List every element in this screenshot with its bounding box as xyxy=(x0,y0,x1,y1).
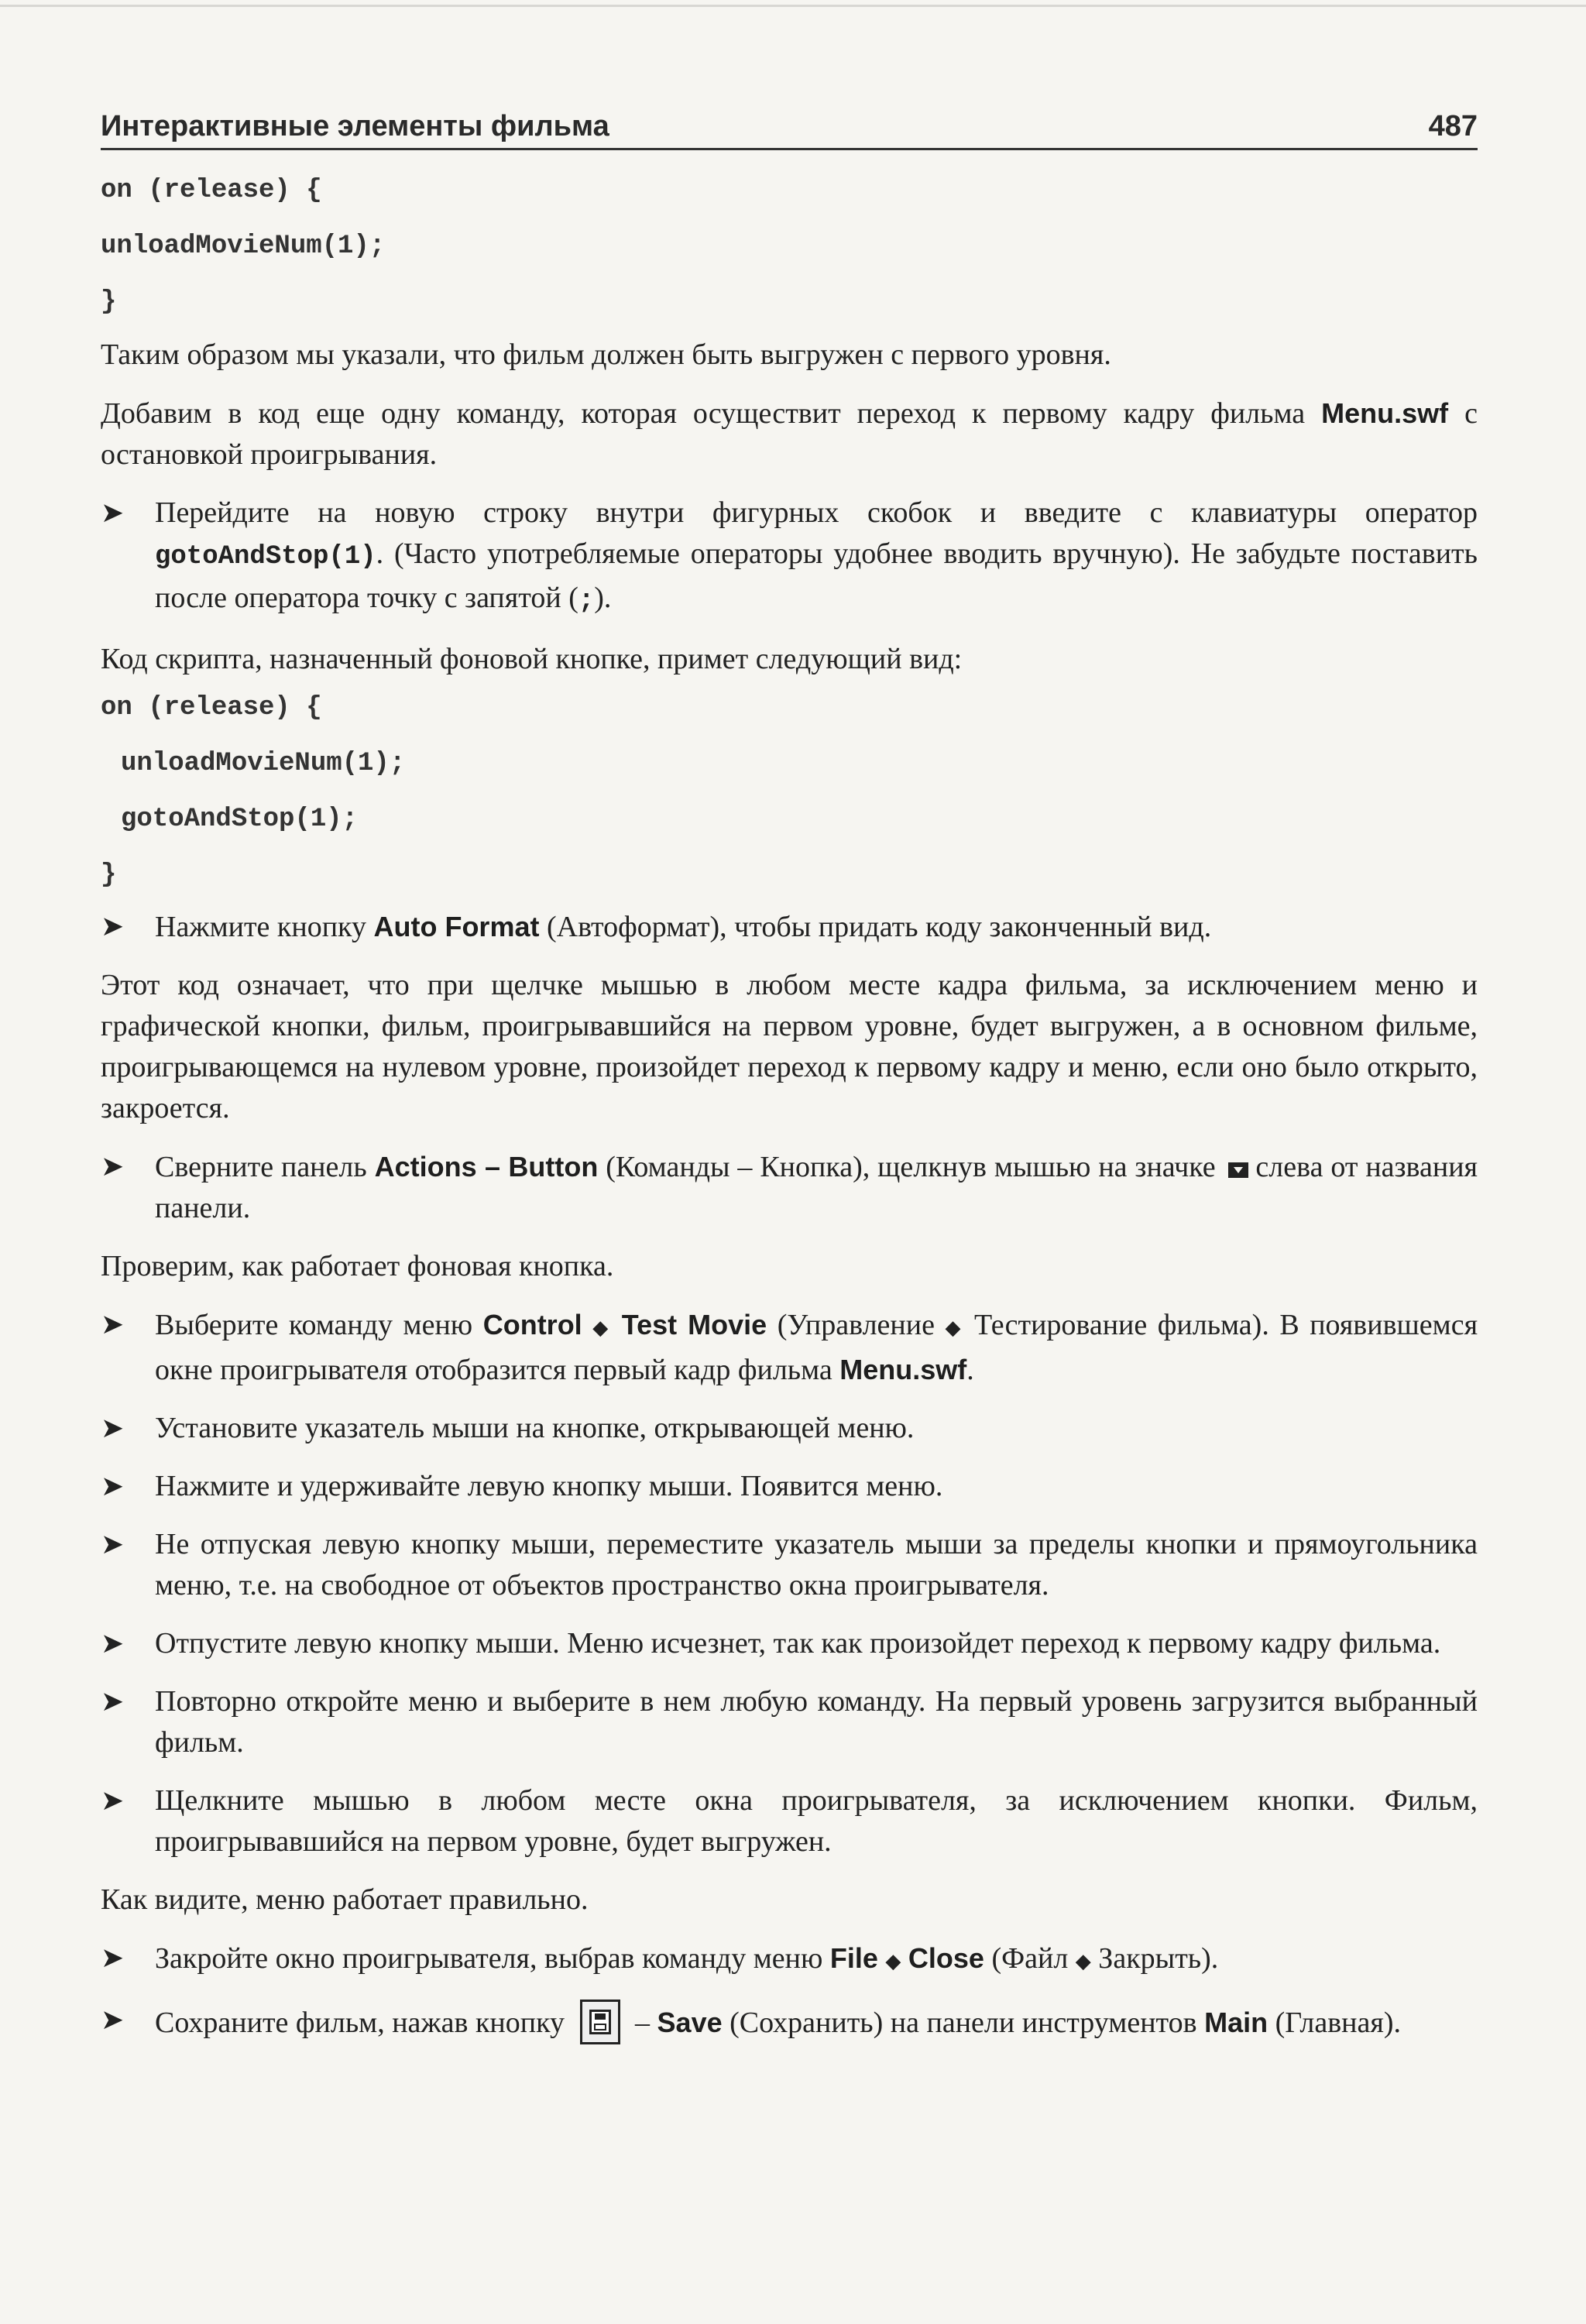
running-header xyxy=(101,107,1478,150)
code-line: } xyxy=(101,287,117,317)
code-line: on (release) { xyxy=(101,176,322,205)
bullet-item xyxy=(101,1304,1478,1391)
inline-code: ; xyxy=(578,586,595,616)
diamond-separator-icon: ◆ xyxy=(592,1316,612,1340)
bullet-item xyxy=(101,1938,1478,1982)
bullet-item xyxy=(101,1408,1478,1449)
paragraph: Таким образом мы указали, что фильм должен быть выгружен с первого уровня. xyxy=(101,338,1111,371)
bullet-text: Повторно откройте меню и выберите в нем любую команду. На первый уровень загрузится выбранный фильм. xyxy=(155,1685,1478,1759)
arrow-bullet-icon: ➤ xyxy=(101,911,125,942)
bullet-item xyxy=(101,1780,1478,1862)
text: с остановкой проигрывания. xyxy=(101,397,1478,471)
text: Сверните панель xyxy=(155,1151,375,1183)
page-content xyxy=(101,163,1478,2061)
text: Закройте окно проигрывателя, выбрав команду меню xyxy=(155,1942,830,1975)
code-line: } xyxy=(101,860,117,890)
file-name: Menu.swf xyxy=(839,1354,967,1385)
ui-label: Main xyxy=(1204,2006,1268,2038)
ui-label: Save xyxy=(657,2006,723,2038)
ui-label: Test Movie xyxy=(621,1309,767,1341)
bullet-item xyxy=(101,1466,1478,1507)
text: слева от названия панели. xyxy=(155,1151,1478,1224)
bullet-text xyxy=(155,906,1478,948)
ui-label: File xyxy=(829,1942,878,1974)
arrow-bullet-icon: ➤ xyxy=(101,1628,125,1660)
paragraph: Как видите, меню работает правильно. xyxy=(101,1883,589,1916)
bullet-text xyxy=(155,493,1478,622)
ui-label: Actions – Button xyxy=(374,1151,599,1183)
paragraph: Код скрипта, назначенный фоновой кнопке, примет следующий вид: xyxy=(101,643,963,675)
text: Нажмите кнопку xyxy=(155,911,374,943)
code-line: unloadMovieNum(1); xyxy=(121,749,406,778)
paragraph: Проверим, как работает фоновая кнопка. xyxy=(101,1250,614,1282)
text: – xyxy=(627,2006,657,2039)
arrow-bullet-icon: ➤ xyxy=(101,1471,125,1502)
arrow-bullet-icon: ➤ xyxy=(101,1413,125,1444)
bullet-item xyxy=(101,1146,1478,1229)
text: Выберите команду меню xyxy=(155,1309,483,1341)
diamond-separator-icon: ◆ xyxy=(1075,1950,1091,1973)
paragraph: Этот код означает, что при щелчке мышью в любом месте кадра фильма, за исключением меню и графической кнопки, фильм, проигрывавшийся на первом уровне, будет выгружен, а в основном фильме, проигрывающемся на нулевом уровне, произойдет переход к первому кадру и меню, если оно было открыто, закроется. xyxy=(101,969,1478,1124)
arrow-bullet-icon: ➤ xyxy=(101,1309,125,1341)
bullet-text xyxy=(155,2000,1478,2044)
ui-label: Close xyxy=(908,1942,984,1974)
bullet-item xyxy=(101,1524,1478,1606)
top-edge-line xyxy=(0,5,1586,7)
file-name: Menu.swf xyxy=(1321,397,1449,429)
text: (Сохранить) на панели инструментов xyxy=(722,2006,1205,2039)
bullet-text xyxy=(155,1938,1478,1982)
text: ). xyxy=(594,582,612,614)
inline-code: gotoAndStop(1) xyxy=(155,542,376,572)
diamond-separator-icon: ◆ xyxy=(885,1950,901,1973)
bullet-text: Отпустите левую кнопку мыши. Меню исчезнет, так как произойдет переход к первому кадру фильма. xyxy=(155,1627,1441,1660)
text: Закрыть). xyxy=(1090,1942,1219,1975)
arrow-bullet-icon: ➤ xyxy=(101,1686,125,1718)
arrow-bullet-icon: ➤ xyxy=(101,1151,125,1183)
text: (Автоформат), чтобы придать коду законченный вид. xyxy=(539,911,1212,943)
diamond-separator-icon: ◆ xyxy=(945,1316,964,1340)
chapter-title: Интерактивные элементы фильма xyxy=(101,110,609,142)
arrow-bullet-icon: ➤ xyxy=(101,1942,125,1974)
text: Перейдите на новую строку внутри фигурных скобок и введите с клавиатуры оператор xyxy=(155,496,1478,529)
arrow-bullet-icon: ➤ xyxy=(101,1785,125,1817)
text: Добавим в код еще одну команду, которая осуществит переход к первому кадру фильма xyxy=(101,397,1322,430)
text: . (Часто употребляемые операторы удобнее вводить вручную). Не забудьте поставить после оператора точку с запятой ( xyxy=(155,537,1478,614)
paragraph xyxy=(101,393,1478,475)
arrow-bullet-icon: ➤ xyxy=(101,497,125,529)
bullet-item xyxy=(101,906,1478,948)
arrow-bullet-icon: ➤ xyxy=(101,2004,125,2036)
text: Тестирование фильма). В появившемся окне проигрывателя отобразится первый кадр фильма xyxy=(155,1309,1478,1386)
bullet-item xyxy=(101,1623,1478,1664)
bullet-item xyxy=(101,2000,1478,2044)
bullet-text: Нажмите и удерживайте левую кнопку мыши. Появится меню. xyxy=(155,1470,943,1502)
text: Сохраните фильм, нажав кнопку xyxy=(155,2006,572,2039)
bullet-item xyxy=(101,493,1478,622)
bullet-text xyxy=(155,1146,1478,1229)
bullet-text xyxy=(155,1304,1478,1391)
bullet-item xyxy=(101,1681,1478,1763)
bullet-text: Установите указатель мыши на кнопке, открывающей меню. xyxy=(155,1412,915,1444)
bullet-text: Не отпуская левую кнопку мыши, переместите указатель мыши за пределы кнопки и прямоугольника меню, т.е. на свободное от объектов пространство окна проигрывателя. xyxy=(155,1528,1478,1601)
save-floppy-icon xyxy=(580,2000,620,2044)
ui-label: Auto Format xyxy=(373,911,540,942)
code-line: on (release) { xyxy=(101,693,322,723)
collapse-panel-icon xyxy=(1228,1162,1248,1178)
arrow-bullet-icon: ➤ xyxy=(101,1529,125,1560)
code-line: unloadMovieNum(1); xyxy=(101,232,386,261)
page-number: 487 xyxy=(1428,110,1478,142)
bullet-text: Щелкните мышью в любом месте окна проигрывателя, за исключением кнопки. Фильм, проигрывавшийся на первом уровне, будет выгружен. xyxy=(155,1784,1478,1858)
text: (Управление xyxy=(767,1309,946,1341)
ui-label: Control xyxy=(482,1309,582,1341)
code-line: gotoAndStop(1); xyxy=(121,805,359,834)
text: . xyxy=(966,1354,974,1386)
text: (Главная). xyxy=(1268,2006,1401,2039)
text: (Команды – Кнопка), щелкнув мышью на значке xyxy=(598,1151,1224,1183)
text: (Файл xyxy=(984,1942,1076,1975)
